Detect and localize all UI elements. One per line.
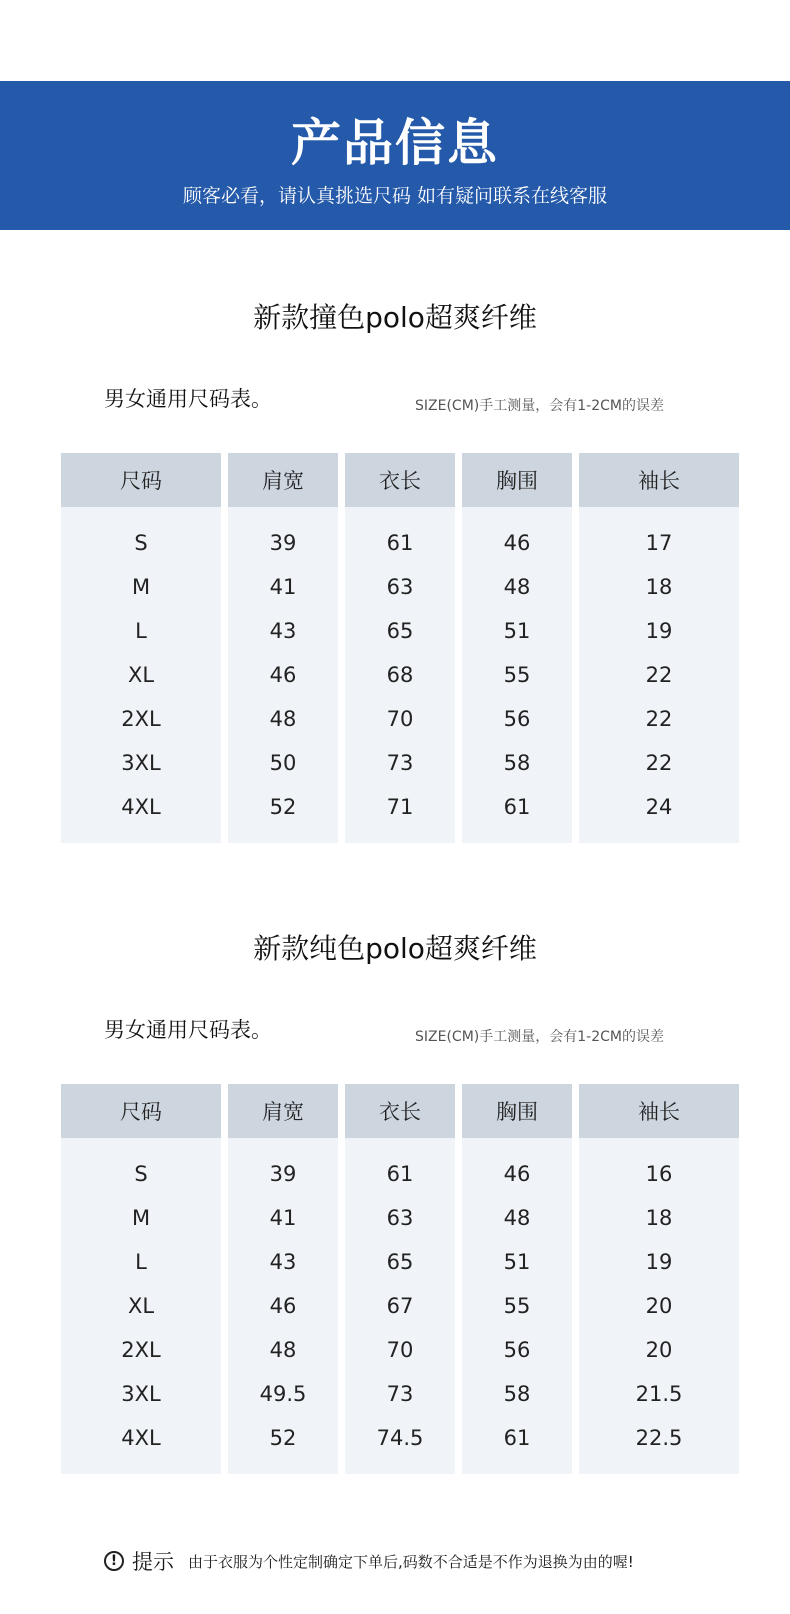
table-cell: 20 [579, 1328, 739, 1372]
table-cell: 67 [345, 1284, 455, 1328]
table-cell: XL [61, 1284, 221, 1328]
table-cell: 19 [579, 1240, 739, 1284]
table-cell: 22.5 [579, 1416, 739, 1474]
table-row [61, 565, 739, 609]
table-row [61, 785, 739, 843]
table-row [61, 1328, 739, 1372]
column-header: 袖长 [579, 1084, 739, 1138]
table-cell: 55 [462, 653, 572, 697]
table-cell: M [61, 565, 221, 609]
table-cell: 46 [462, 1138, 572, 1196]
table-cell: 18 [579, 565, 739, 609]
table-header-row [61, 453, 739, 507]
table-cell: 55 [462, 1284, 572, 1328]
table-cell: 48 [462, 1196, 572, 1240]
size-table [54, 1084, 746, 1474]
table-cell: 48 [228, 697, 338, 741]
page-subtitle: 顾客必看，请认真挑选尺码 如有疑问联系在线客服 [182, 185, 608, 207]
measure-note: SIZE(CM)手工测量，会有1-2CM的误差 [415, 1029, 664, 1045]
section-subtitle: 男女通用尺码表。 [104, 387, 272, 411]
table-cell: 70 [345, 1328, 455, 1372]
table-cell: 50 [228, 741, 338, 785]
table-cell: 3XL [61, 1372, 221, 1416]
table-row [61, 697, 739, 741]
table-row [61, 1416, 739, 1474]
table-cell: 61 [462, 1416, 572, 1474]
table-cell: 71 [345, 785, 455, 843]
measure-note: SIZE(CM)手工测量，会有1-2CM的误差 [415, 398, 664, 414]
column-header: 肩宽 [228, 453, 338, 507]
table-cell: S [61, 507, 221, 565]
table-cell: 24 [579, 785, 739, 843]
section-subtitle: 男女通用尺码表。 [104, 1018, 272, 1042]
table-cell: 41 [228, 1196, 338, 1240]
column-header: 肩宽 [228, 1084, 338, 1138]
table-cell: 51 [462, 1240, 572, 1284]
table-cell: 56 [462, 697, 572, 741]
table-cell: M [61, 1196, 221, 1240]
table-cell: 73 [345, 741, 455, 785]
table-cell: 48 [228, 1328, 338, 1372]
table-row [61, 1284, 739, 1328]
column-header: 尺码 [61, 1084, 221, 1138]
tip-text: 由于衣服为个性定制确定下单后,码数不合适是不作为退换为由的喔! [188, 1552, 634, 1571]
table-cell: 3XL [61, 741, 221, 785]
table-cell: 61 [345, 1138, 455, 1196]
tip-box [104, 1546, 634, 1576]
page-title: 产品信息 [291, 114, 499, 172]
table-row [61, 609, 739, 653]
table-cell: 68 [345, 653, 455, 697]
table-cell: 73 [345, 1372, 455, 1416]
table-cell: 49.5 [228, 1372, 338, 1416]
table-cell: 74.5 [345, 1416, 455, 1474]
table-header-row [61, 1084, 739, 1138]
table-cell: 51 [462, 609, 572, 653]
table-row [61, 507, 739, 565]
table-cell: 22 [579, 697, 739, 741]
table-cell: 48 [462, 565, 572, 609]
size-table [54, 453, 746, 843]
table-cell: 16 [579, 1138, 739, 1196]
table-cell: 20 [579, 1284, 739, 1328]
table-cell: 43 [228, 609, 338, 653]
table-cell: 70 [345, 697, 455, 741]
table-cell: L [61, 1240, 221, 1284]
table-cell: 46 [462, 507, 572, 565]
table-cell: 39 [228, 1138, 338, 1196]
tip-label: 提示 [132, 1550, 174, 1574]
table-cell: 2XL [61, 697, 221, 741]
column-header: 尺码 [61, 453, 221, 507]
table-cell: L [61, 609, 221, 653]
table-cell: 41 [228, 565, 338, 609]
table-cell: 61 [462, 785, 572, 843]
table-cell: 4XL [61, 1416, 221, 1474]
table-row [61, 741, 739, 785]
column-header: 袖长 [579, 453, 739, 507]
section-title: 新款纯色polo超爽纤维 [253, 932, 537, 965]
column-header: 胸围 [462, 1084, 572, 1138]
table-row [61, 1372, 739, 1416]
table-cell: 65 [345, 609, 455, 653]
table-row [61, 1138, 739, 1196]
table-cell: 46 [228, 1284, 338, 1328]
table-cell: 39 [228, 507, 338, 565]
table-cell: 56 [462, 1328, 572, 1372]
table-cell: 58 [462, 1372, 572, 1416]
table-cell: 17 [579, 507, 739, 565]
table-row [61, 1240, 739, 1284]
section-title: 新款撞色polo超爽纤维 [253, 301, 537, 334]
table-row [61, 1196, 739, 1240]
table-cell: XL [61, 653, 221, 697]
table-cell: 52 [228, 1416, 338, 1474]
table-cell: 19 [579, 609, 739, 653]
table-cell: 46 [228, 653, 338, 697]
table-cell: 22 [579, 653, 739, 697]
table-cell: 61 [345, 507, 455, 565]
table-cell: 18 [579, 1196, 739, 1240]
table-cell: 4XL [61, 785, 221, 843]
table-cell: 21.5 [579, 1372, 739, 1416]
table-cell: S [61, 1138, 221, 1196]
table-cell: 2XL [61, 1328, 221, 1372]
table-row [61, 653, 739, 697]
column-header: 衣长 [345, 1084, 455, 1138]
column-header: 胸围 [462, 453, 572, 507]
table-cell: 63 [345, 565, 455, 609]
table-cell: 43 [228, 1240, 338, 1284]
table-cell: 52 [228, 785, 338, 843]
header-banner [0, 81, 790, 230]
table-cell: 63 [345, 1196, 455, 1240]
table-cell: 22 [579, 741, 739, 785]
table-cell: 65 [345, 1240, 455, 1284]
column-header: 衣长 [345, 453, 455, 507]
table-cell: 58 [462, 741, 572, 785]
warning-icon: ! [104, 1551, 124, 1571]
